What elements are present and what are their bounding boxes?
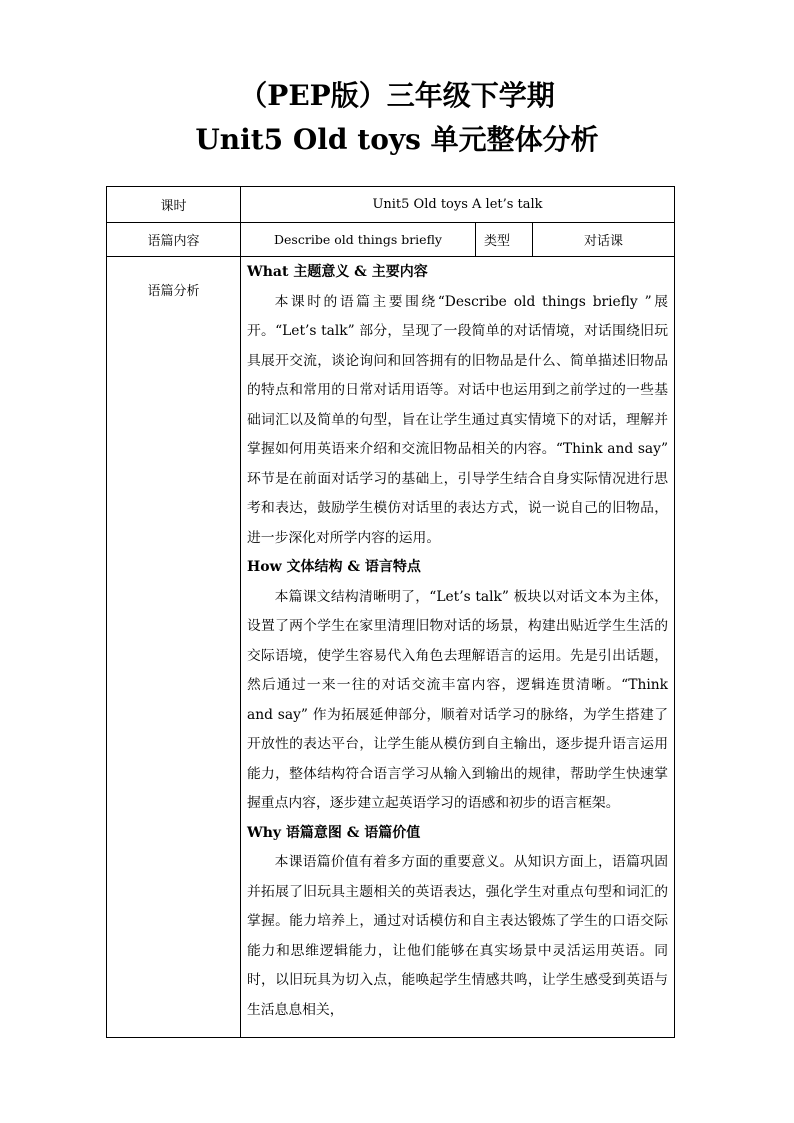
discourse-content-value: Describe old things briefly (274, 232, 442, 247)
what-section-body: 本课时的语篇主要围绕“Describe old things briefly ”展开。“Let’s talk” 部分，呈现了一段简单的对话情境，对话围绕旧玩具展开交流，谈论询问和回答拥有的旧物品是什么、简单描述旧物品的特点和常用的日常对话用语等。对话中也运用到之前学过的一些基础词汇以及简单的句型，旨在让学生通过真实情境下的对话，理解并掌握如何用英语来介绍和交流旧物品相关的内容。“Think and say” 环节是在前面对话学习的基础上，引导学生结合自身实际情况进行思考和表达，鼓励学生模仿对话里的表达方式，说一说自己的旧物品，进一步深化对所学内容的运用。 (247, 293, 668, 546)
type-value: 对话课 (583, 234, 623, 249)
document-subtitle: Unit5 Old toys 单元整体分析 (195, 123, 599, 156)
how-section-heading: How 文体结构 & 语言特点 (247, 559, 421, 575)
discourse-analysis-label: 语篇分析 (147, 283, 200, 299)
why-section-body: 本课语篇价值有着多方面的重要意义。从知识方面上，语篇巩固并拓展了旧玩具主题相关的英语表达，强化学生对重点句型和词汇的掌握。能力培养上，通过对话模仿和自主表达锻炼了学生的口语交际能力和思维逻辑能力，让他们能够在真实场景中灵活运用英语。同时，以旧玩具为切入点，能唤起学生情感共鸣，让学生感受到英语与生活息息相关， (247, 854, 668, 1018)
table-column-divider (240, 186, 241, 1038)
discourse-analysis-content (247, 258, 668, 1025)
why-section-heading: Why 语篇意图 & 语篇价值 (247, 824, 421, 841)
table-row-divider (106, 256, 675, 257)
table-border-bottom (106, 1037, 675, 1038)
lesson-label: 课时 (160, 199, 187, 214)
how-section-body: 本篇课文结构清晰明了，“Let’s talk” 板块以对话文本为主体，设置了两个学生在家里清理旧物对话的场景，构建出贴近学生生活的交际语境，使学生容易代入角色去理解语言的运用。先是引出话题，然后通过一来一往的对话交流丰富内容，逻辑连贯清晰。“Think and say” 作为拓展延伸部分，顺着对话学习的脉络，为学生搭建了开放性的表达平台，让学生能从模仿到自主输出，逐步提升语言运用能力，整体结构符合语言学习从输入到输出的规律，帮助学生快速掌握重点内容，逐步建立起英语学习的语感和初步的语言框架。 (247, 588, 668, 811)
document-title: （PEP版）三年级下学期 (239, 79, 555, 112)
type-label: 类型 (484, 234, 511, 249)
table-border-left (106, 186, 107, 1038)
discourse-content-label: 语篇内容 (147, 234, 200, 249)
table-border-right (674, 186, 675, 1038)
what-section-heading: What 主题意义 & 主要内容 (247, 264, 428, 280)
lesson-value: Unit5 Old toys A let’s talk (372, 197, 543, 212)
